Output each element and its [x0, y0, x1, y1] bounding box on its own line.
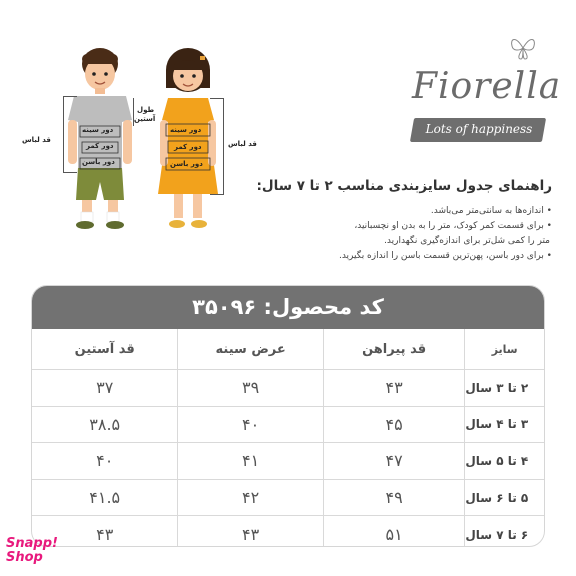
measurement-illustration	[0, 0, 257, 250]
product-code: کد محصول: ۳۵۰۹۶	[32, 286, 544, 329]
size-table	[32, 329, 544, 547]
brand-name: Fiorella	[412, 66, 562, 107]
snapp-shop-logo	[6, 537, 70, 565]
table-row	[32, 516, 544, 547]
cell-sleeve-length: ۳۷	[96, 378, 114, 398]
sleeve-length-label-1: طول	[137, 106, 155, 114]
cell-chest-width: ۳۹	[177, 370, 322, 406]
table-row	[32, 480, 544, 517]
table-row	[32, 407, 544, 444]
cell-size: ۲ تا ۳ سال	[464, 370, 544, 406]
cell-sleeve-length: ۴۰	[96, 451, 114, 471]
header-size: سایز	[464, 329, 544, 369]
snapp-logo-line1: Snapp!	[6, 536, 58, 551]
size-guide-section	[222, 178, 552, 264]
table-header-row	[32, 329, 544, 370]
cell-sleeve-length: ۴۳	[96, 525, 114, 545]
sleeve-length-label-2: آستین	[134, 115, 156, 123]
guide-title: راهنمای جدول سایزبندی مناسب ۲ تا ۷ سال:	[256, 178, 552, 194]
cell-size: ۴ تا ۵ سال	[464, 443, 544, 479]
guide-note: • اندازه‌ها به سانتی‌متر می‌باشد.	[430, 206, 552, 216]
girl-hip-label: دور باسن	[170, 160, 203, 168]
cell-dress-length: ۵۱	[323, 516, 464, 547]
size-table-card	[31, 285, 545, 547]
header-chest-width: عرض سینه	[177, 329, 322, 369]
cell-dress-length: ۴۷	[323, 443, 464, 479]
cell-size: ۳ تا ۴ سال	[464, 407, 544, 443]
brand-logo	[400, 28, 560, 158]
boy-waist-label: دور کمر	[86, 142, 114, 150]
cell-chest-width: ۴۳	[177, 516, 322, 547]
guide-note: • برای قسمت کمر کودک، متر را به بدن او نچسبانید،	[354, 221, 552, 231]
cell-sleeve-length: ۴۱.۵	[89, 488, 121, 508]
girl-length-label: قد لباس	[228, 140, 257, 148]
cell-size: ۶ تا ۷ سال	[464, 516, 544, 547]
header-dress-length: قد پیراهن	[323, 329, 464, 369]
butterfly-icon	[508, 32, 538, 62]
brand-tagline: Lots of happiness	[425, 122, 533, 136]
cell-dress-length: ۴۹	[323, 480, 464, 516]
cell-chest-width: ۴۲	[177, 480, 322, 516]
cell-chest-width: ۴۰	[177, 407, 322, 443]
guide-note: • برای دور باسن، پهن‌ترین قسمت باسن را اندازه بگیرید.	[338, 251, 552, 261]
snapp-logo-line2: Shop	[6, 550, 43, 565]
cell-dress-length: ۴۳	[323, 370, 464, 406]
cell-dress-length: ۴۵	[323, 407, 464, 443]
boy-hip-label: دور باسن	[82, 158, 115, 166]
header-sleeve-length: قد آستین	[74, 341, 135, 357]
cell-size: ۵ تا ۶ سال	[464, 480, 544, 516]
girl-waist-label: دور کمر	[174, 143, 202, 151]
table-row	[32, 443, 544, 480]
cell-sleeve-length: ۳۸.۵	[89, 414, 121, 434]
cell-chest-width: ۴۱	[177, 443, 322, 479]
table-row	[32, 370, 544, 407]
girl-illustration	[148, 44, 228, 234]
boy-illustration	[60, 44, 140, 234]
girl-chest-label: دور سینه	[170, 126, 202, 134]
boy-length-line	[63, 96, 64, 172]
guide-note: متر را کمی شل‌تر برای اندازه‌گیری نگهدارید.	[384, 236, 550, 246]
boy-chest-label: دور سینه	[82, 126, 114, 134]
boy-length-label: قد لباس	[22, 136, 51, 144]
